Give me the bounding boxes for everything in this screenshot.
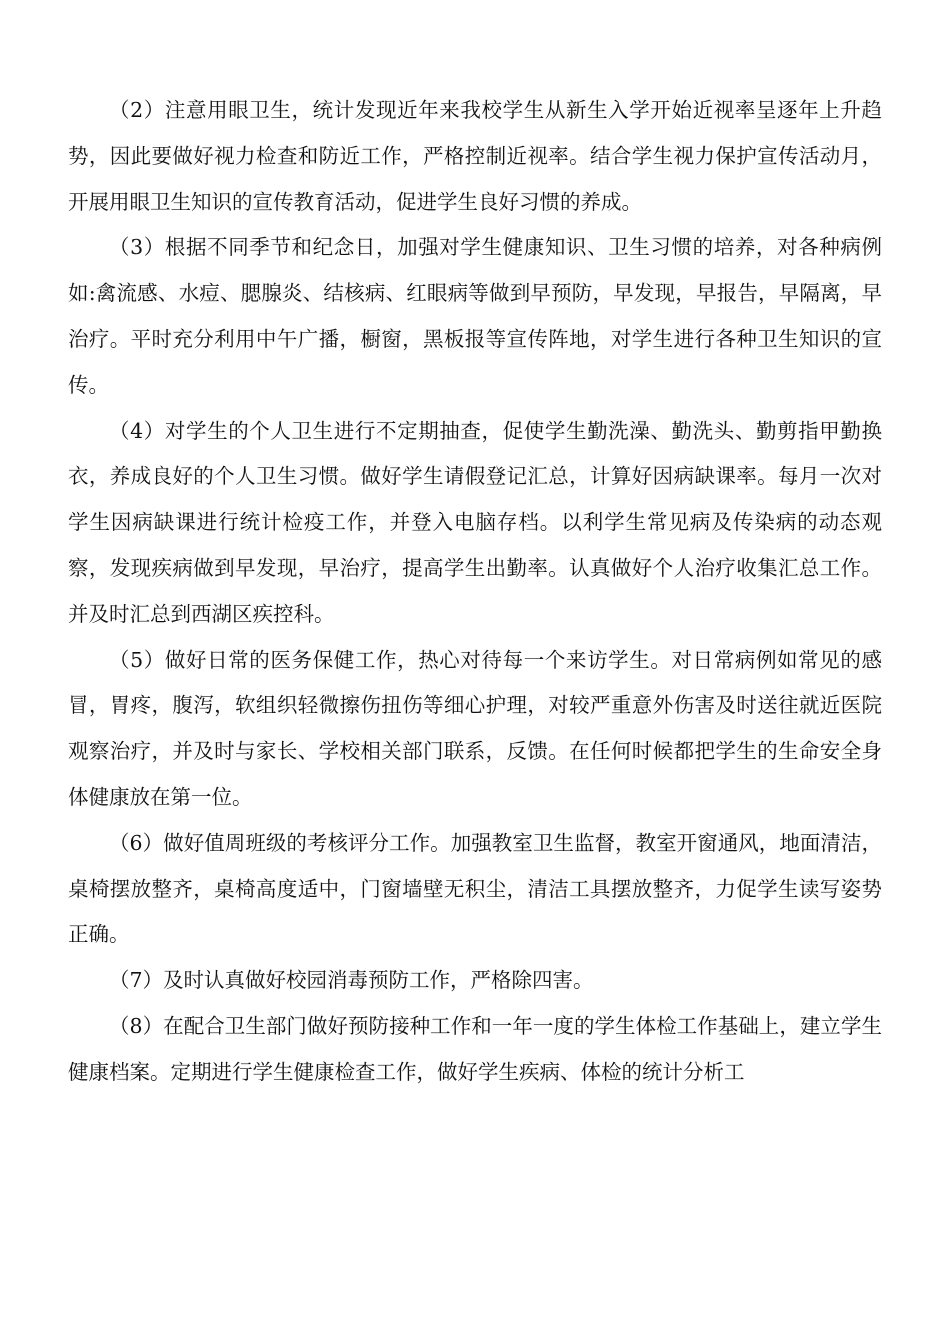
paragraph-class-evaluation: （6）做好值周班级的考核评分工作。加强教室卫生监督，教室开窗通风，地面清洁，桌椅摆放整齐，桌椅高度适中，门窗墙壁无积尘，清洁工具摆放整齐，力促学生读写姿势正确。 — [68, 830, 882, 947]
paragraph-medical-care: （5）做好日常的医务保健工作，热心对待每一个来访学生。对日常病例如常见的感冒，胃疼，腹泻，软组织轻微擦伤扭伤等细心护理，对较严重意外伤害及时送往就近医院观察治疗，并及时与家长、学校相关部门联系，反馈。在任何时候都把学生的生命安全身体健康放在第一位。 — [68, 647, 882, 809]
paragraph-disinfection: （7）及时认真做好校园消毒预防工作，严格除四害。 — [109, 968, 594, 993]
paragraph-disease-prevention: （3）根据不同季节和纪念日，加强对学生健康知识、卫生习惯的培养，对各种病例如:禽流感、水痘、腮腺炎、结核病、红眼病等做到早预防，早发现，早报告，早隔离，早治疗。平时充分利用中午广播，橱窗，黑板报等宣传阵地，对学生进行各种卫生知识的宣传。 — [68, 235, 882, 397]
paragraph-personal-hygiene: （4）对学生的个人卫生进行不定期抽查，促使学生勤洗澡、勤洗头、勤剪指甲勤换衣，养成良好的个人卫生习惯。做好学生请假登记汇总，计算好因病缺课率。每月一次对学生因病缺课进行统计检疫工作，并登入电脑存档。以利学生常见病及传染病的动态观察，发现疾病做到早发现，早治疗，提高学生出勤率。认真做好个人治疗收集汇总工作。并及时汇总到西湖区疾控科。 — [68, 418, 882, 626]
paragraph-eye-hygiene: （2）注意用眼卫生，统计发现近年来我校学生从新生入学开始近视率呈逐年上升趋势，因此要做好视力检查和防近工作，严格控制近视率。结合学生视力保护宣传活动月，开展用眼卫生知识的宣传教育活动，促进学生良好习惯的养成。 — [68, 98, 882, 214]
paragraph-health-records: （8）在配合卫生部门做好预防接种工作和一年一度的学生体检工作基础上，建立学生健康档案。定期进行学生健康检查工作，做好学生疾病、体检的统计分析工 — [68, 1013, 882, 1084]
document-body — [68, 88, 882, 1096]
